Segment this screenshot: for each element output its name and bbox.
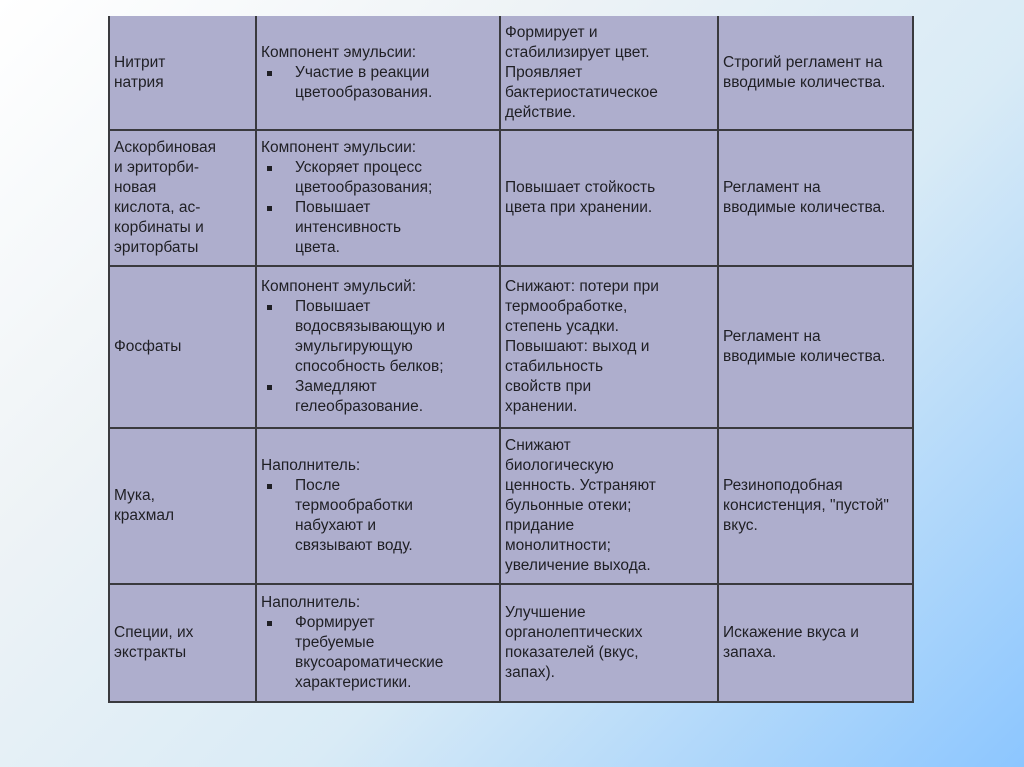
table-row (109, 428, 913, 584)
limits-cell (718, 584, 913, 702)
effect-text: запах). (505, 664, 555, 681)
additives-table (108, 16, 914, 703)
effect-text: Снижают: потери при (505, 278, 659, 295)
effect-text: цвета при хранении. (505, 199, 653, 216)
substance-cell (109, 130, 256, 266)
effect-text: Повышают: выход и (505, 338, 650, 355)
substance-text: корбинаты и (114, 219, 204, 236)
effect-cell (500, 428, 718, 584)
limits-text: консистенция, "пустой" (723, 497, 889, 514)
substance-text: натрия (114, 73, 164, 91)
role-item-text: цветообразования. (295, 83, 433, 101)
substance-text: Аскорбиновая (114, 139, 217, 156)
role-list-item (261, 63, 495, 103)
table-body (109, 16, 913, 702)
role-title: Наполнитель: (261, 594, 361, 611)
role-list-item (261, 377, 495, 417)
limits-text: вводимые количества. (723, 199, 886, 216)
role-title: Компонент эмульсий: (261, 278, 417, 295)
role-item-text: водосвязывающую и (295, 318, 446, 335)
effect-text: стабилизирует цвет. (505, 43, 650, 61)
role-item-text: требуемые (295, 634, 375, 651)
role-item-text: цветообразования; (295, 179, 433, 196)
effect-cell (500, 130, 718, 266)
role-item-text: После (295, 477, 341, 494)
role-list (261, 613, 495, 693)
limits-text: вводимые количества. (723, 73, 886, 91)
role-list (261, 476, 495, 556)
role-item-text: Повышает (295, 199, 371, 216)
limits-cell (718, 130, 913, 266)
substance-text: новая (114, 179, 157, 196)
effect-cell (500, 16, 718, 130)
effect-text: свойств при (505, 378, 592, 395)
effect-text: Повышает стойкость (505, 179, 656, 196)
effect-text: Улучшение (505, 604, 586, 621)
role-item-text: Ускоряет процесс (295, 159, 422, 176)
role-item-text: Замедляют (295, 378, 377, 395)
effect-text: хранении. (505, 398, 578, 415)
effect-text: стабильность (505, 358, 604, 375)
role-cell (256, 584, 500, 702)
role-item-text: термообработки (295, 497, 413, 514)
role-item-text: набухают и (295, 517, 377, 534)
table-row (109, 266, 913, 428)
limits-cell (718, 428, 913, 584)
substance-cell (109, 584, 256, 702)
substance-cell (109, 16, 256, 130)
role-title: Компонент эмульсии: (261, 139, 417, 156)
substance-text: Мука, (114, 487, 155, 504)
effect-text: придание (505, 517, 575, 534)
effect-text: Снижают (505, 437, 571, 454)
role-item-text: интенсивность (295, 219, 402, 236)
role-item-text: связывают воду. (295, 537, 413, 554)
role-item-text: Формирует (295, 614, 375, 631)
limits-cell (718, 16, 913, 130)
role-cell (256, 16, 500, 130)
effect-cell (500, 266, 718, 428)
substance-text: крахмал (114, 507, 175, 524)
limits-text: запаха. (723, 644, 777, 661)
effect-text: действие. (505, 103, 576, 121)
substance-text: Специи, их (114, 624, 194, 641)
substance-text: эриторбаты (114, 239, 199, 256)
effect-text: бактериостатическое (505, 83, 658, 101)
role-item-text: Повышает (295, 298, 371, 315)
role-cell (256, 266, 500, 428)
substance-text: экстракты (114, 644, 187, 661)
limits-text: вкус. (723, 517, 758, 534)
role-item-text: Участие в реакции (295, 63, 430, 81)
effect-text: органолептических (505, 624, 643, 641)
role-title: Компонент эмульсии: (261, 43, 417, 61)
substance-text: Нитрит (114, 53, 166, 71)
role-list (261, 297, 495, 417)
effect-text: Проявляет (505, 63, 583, 81)
effect-text: ценность. Устраняют (505, 477, 656, 494)
role-item-text: цвета. (295, 239, 340, 256)
role-list-item (261, 297, 495, 377)
limits-text: вводимые количества. (723, 348, 886, 365)
effect-text: биологическую (505, 457, 614, 474)
substance-cell (109, 266, 256, 428)
substance-text: Фосфаты (114, 338, 182, 355)
limits-cell (718, 266, 913, 428)
table-row (109, 130, 913, 266)
role-list-item (261, 476, 495, 556)
role-list-item (261, 198, 495, 258)
role-list-item (261, 158, 495, 198)
limits-text: Регламент на (723, 328, 821, 345)
role-item-text: эмульгирующую (295, 338, 413, 355)
table-row (109, 584, 913, 702)
role-list (261, 158, 495, 258)
limits-text: Строгий регламент на (723, 53, 883, 71)
effect-text: бульонные отеки; (505, 497, 632, 514)
effect-text: степень усадки. (505, 318, 619, 335)
effect-cell (500, 584, 718, 702)
substance-text: и эриторби- (114, 159, 200, 176)
role-cell (256, 130, 500, 266)
role-list (261, 63, 495, 103)
role-cell (256, 428, 500, 584)
table-row (109, 16, 913, 130)
effect-text: монолитности; (505, 537, 611, 554)
limits-text: Искажение вкуса и (723, 624, 859, 641)
effect-text: показателей (вкус, (505, 644, 639, 661)
limits-text: Резиноподобная (723, 477, 843, 494)
role-item-text: характеристики. (295, 674, 412, 691)
substance-cell (109, 428, 256, 584)
effect-text: термообработке, (505, 298, 628, 315)
effect-text: увеличение выхода. (505, 557, 651, 574)
role-item-text: способность белков; (295, 358, 444, 375)
role-title: Наполнитель: (261, 457, 361, 474)
effect-text: Формирует и (505, 23, 598, 41)
role-list-item (261, 613, 495, 693)
role-item-text: вкусоароматические (295, 654, 444, 671)
role-item-text: гелеобразование. (295, 398, 424, 415)
limits-text: Регламент на (723, 179, 821, 196)
substance-text: кислота, ас- (114, 199, 201, 216)
